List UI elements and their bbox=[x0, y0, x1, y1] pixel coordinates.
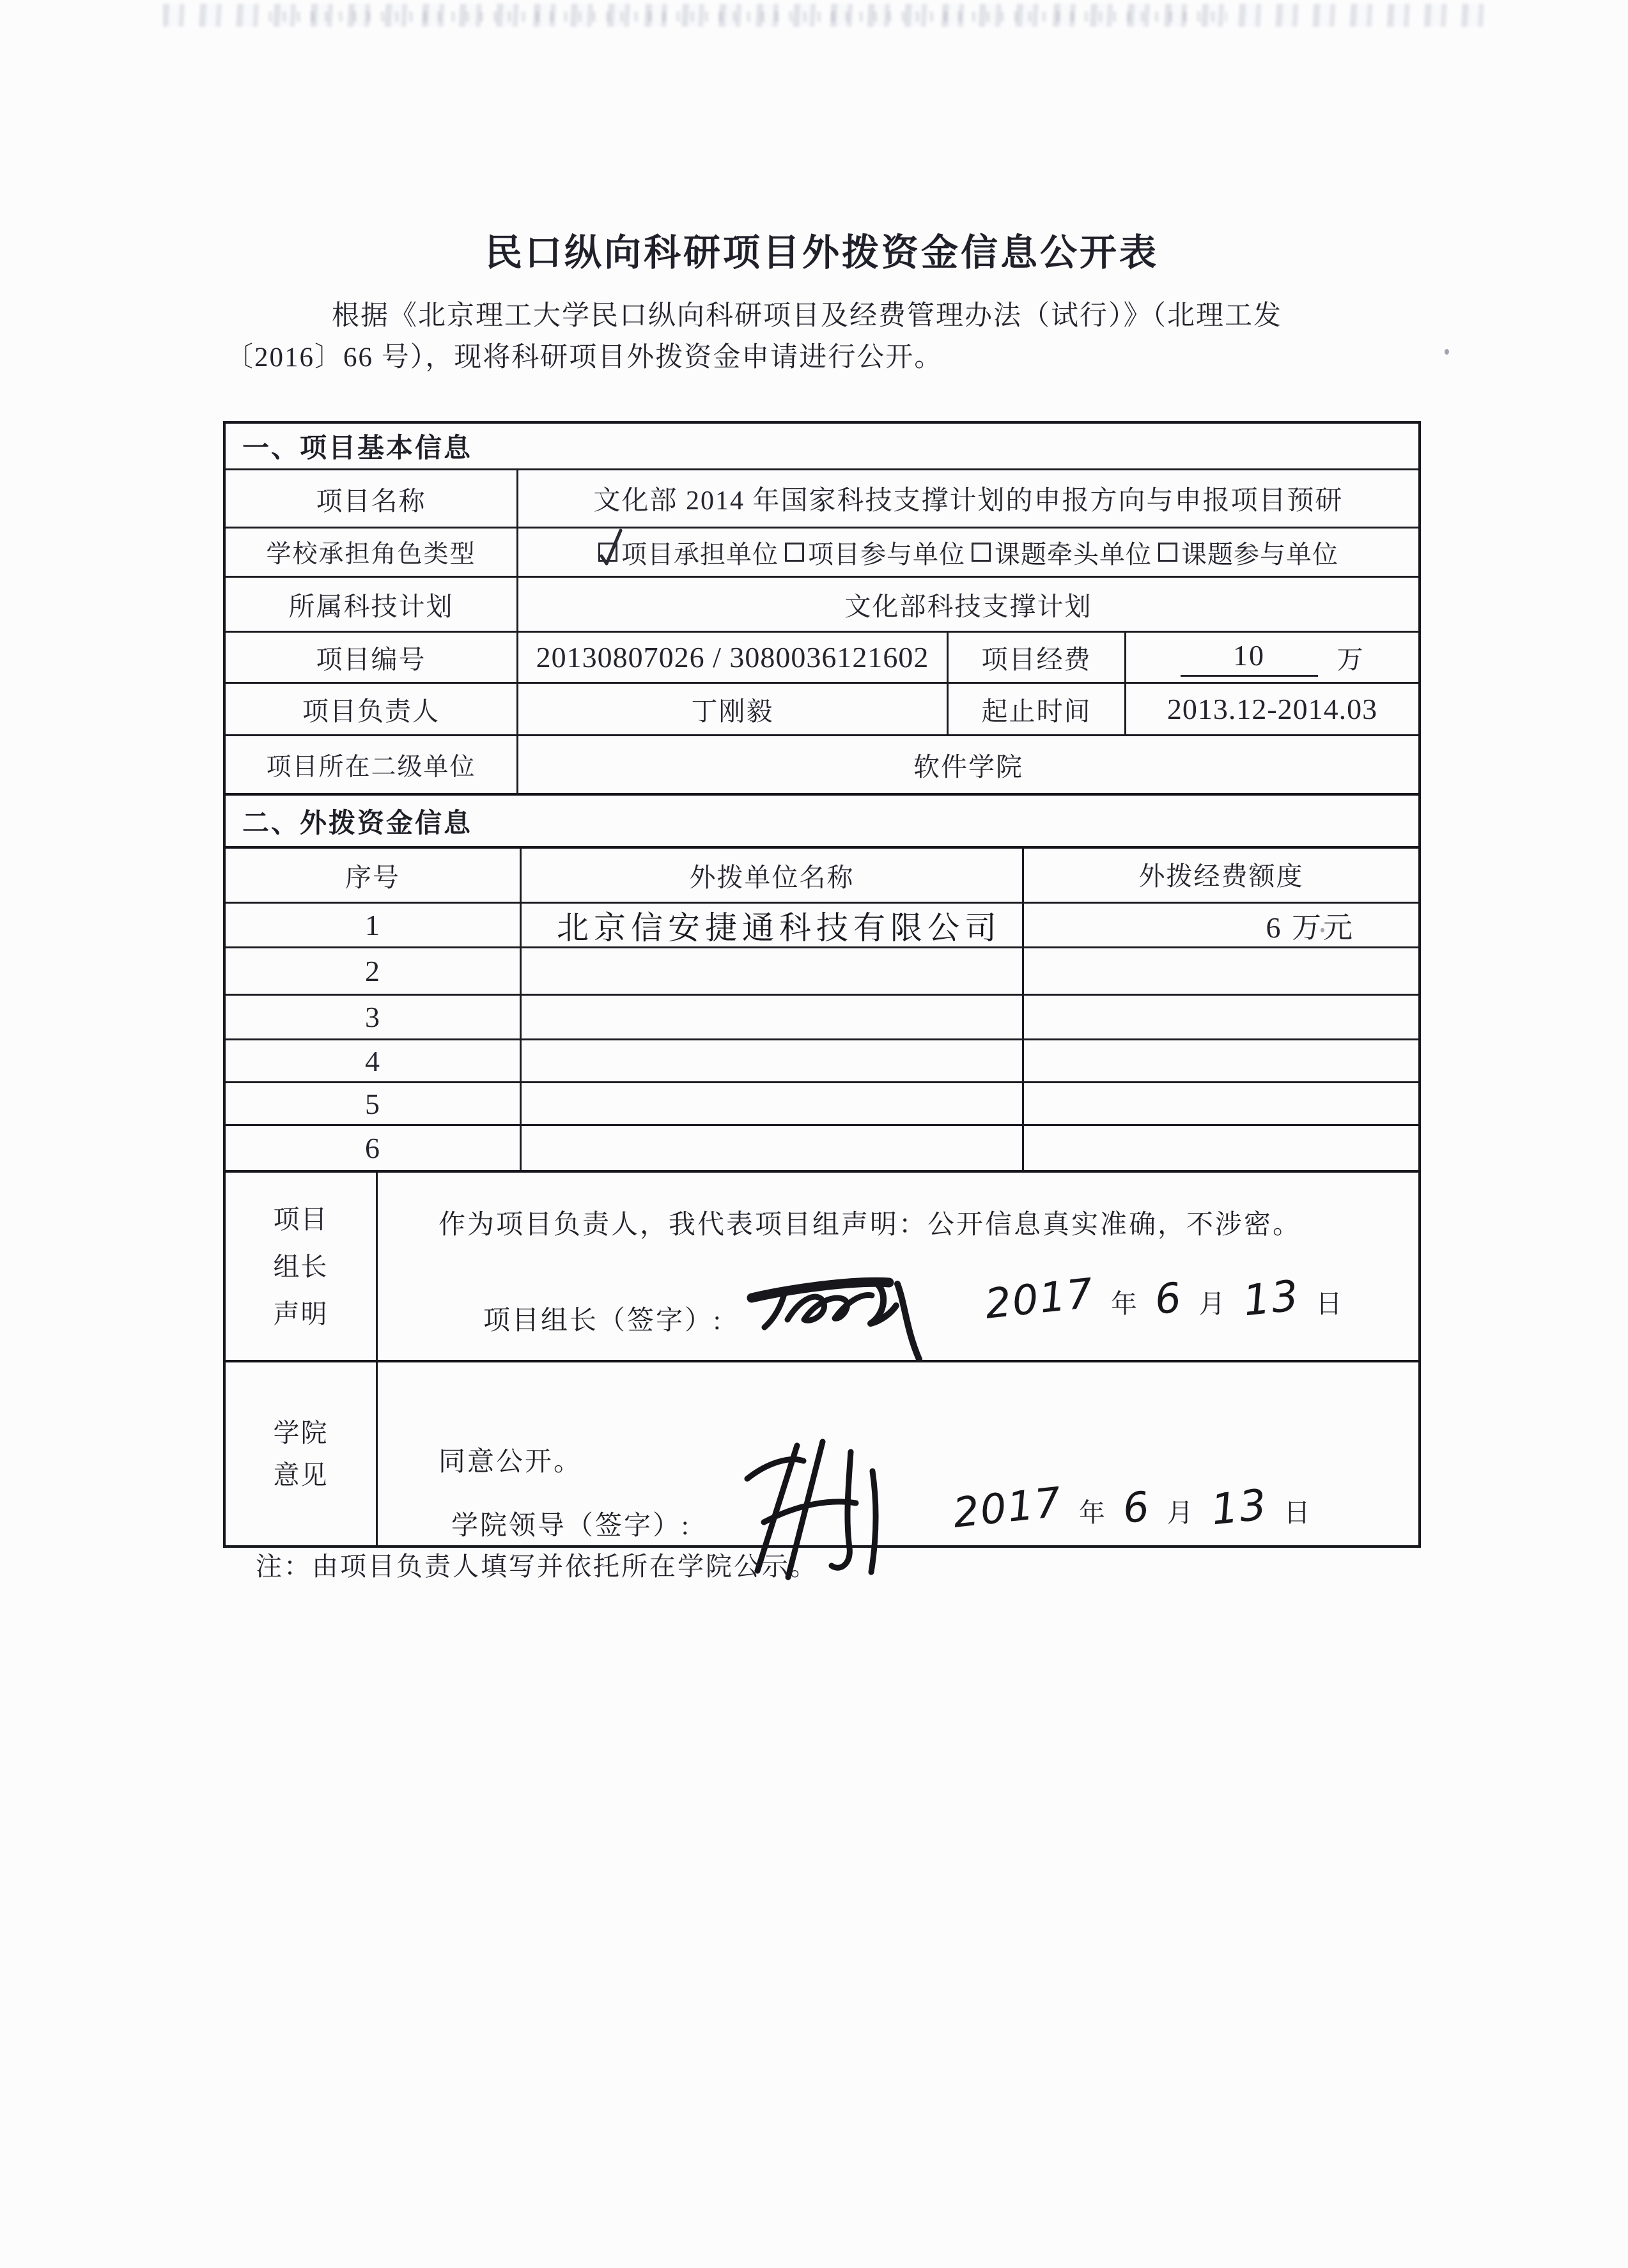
fund-row bbox=[226, 1124, 1418, 1170]
leader-date bbox=[982, 1270, 1360, 1329]
leader-label: 项目负责人 bbox=[302, 697, 440, 726]
leader-sign-label: 项目组长（签字）: bbox=[483, 1306, 723, 1336]
fund-row-no: 4 bbox=[365, 1044, 380, 1077]
role-option-label: 课题牵头单位 bbox=[995, 539, 1152, 569]
fund-row-amount: 6 万元 bbox=[1266, 911, 1354, 944]
section1-heading-row bbox=[226, 424, 1418, 468]
leader-row bbox=[226, 682, 1418, 734]
side-label-line: 意见 bbox=[273, 1460, 329, 1490]
college-opinion-row bbox=[226, 1360, 1418, 1545]
role-type-row bbox=[226, 527, 1418, 576]
fund-row bbox=[226, 946, 1418, 994]
college-opinion-content bbox=[376, 1362, 1418, 1545]
month-unit: 月 bbox=[1198, 1289, 1227, 1318]
disclosure-form-table bbox=[223, 421, 1421, 1548]
fund-row-amount bbox=[1022, 996, 1418, 1038]
project-no-value: 20130807026 / 3080036121602 bbox=[516, 633, 947, 682]
role-option-group bbox=[518, 534, 1418, 571]
fund-row-name bbox=[520, 948, 1022, 994]
fund-row-amount bbox=[1022, 1126, 1418, 1170]
project-name-value: 文化部 2014 年国家科技支撑计划的申报方向与申报项目预研 bbox=[516, 470, 1418, 527]
handwritten-check-icon bbox=[596, 528, 630, 569]
fund-row-amount bbox=[1022, 1083, 1418, 1124]
fund-row-name bbox=[520, 996, 1022, 1038]
role-type-label: 学校承担角色类型 bbox=[266, 541, 476, 568]
handwritten-month: 6 bbox=[1120, 1483, 1153, 1534]
section2-heading-row bbox=[226, 793, 1418, 846]
college-opinion-text: 同意公开。 bbox=[438, 1447, 583, 1477]
day-unit: 日 bbox=[1315, 1289, 1344, 1318]
col-header-amount: 外拨经费额度 bbox=[1022, 849, 1418, 902]
handwritten-year: 2017 bbox=[982, 1270, 1097, 1329]
project-no-row bbox=[226, 631, 1418, 682]
side-label-line: 项目 bbox=[273, 1204, 329, 1234]
second-unit-label: 项目所在二级单位 bbox=[266, 753, 476, 781]
page-title: 民口纵向科研项目外拨资金信息公开表 bbox=[485, 231, 1159, 274]
program-row bbox=[226, 576, 1418, 631]
col-header-name: 外拨单位名称 bbox=[520, 849, 1022, 902]
project-no-label: 项目编号 bbox=[316, 645, 426, 674]
checkbox-icon bbox=[1158, 543, 1177, 562]
budget-unit: 万 bbox=[1337, 645, 1365, 674]
side-label-line: 学院 bbox=[273, 1418, 329, 1447]
college-opinion-side-label bbox=[226, 1362, 376, 1545]
year-unit: 年 bbox=[1110, 1289, 1138, 1318]
section2-heading: 二、外拨资金信息 bbox=[242, 806, 473, 838]
checkbox-icon bbox=[785, 543, 804, 562]
fund-row-no: 6 bbox=[365, 1132, 380, 1164]
college-date bbox=[950, 1479, 1328, 1538]
role-option bbox=[598, 534, 779, 571]
handwritten-month: 6 bbox=[1152, 1274, 1185, 1325]
intro-paragraph-line1: 根据《北京理工大学民口纵向科研项目及经费管理办法（试行）》（北理工发 bbox=[332, 301, 1282, 331]
section1-heading: 一、项目基本信息 bbox=[242, 432, 473, 463]
fund-row-no: 1 bbox=[365, 909, 380, 941]
checkbox-icon bbox=[972, 543, 991, 562]
col-header-no: 序号 bbox=[345, 863, 400, 892]
footnote: 注：由项目负责人填写并依托所在学院公示。 bbox=[256, 1552, 818, 1581]
fund-row-name: 北京信安捷通科技有限公司 bbox=[520, 904, 1022, 946]
role-option-label: 课题参与单位 bbox=[1181, 539, 1338, 569]
role-option bbox=[779, 534, 965, 571]
role-option-label: 项目承担单位 bbox=[621, 539, 779, 569]
year-unit: 年 bbox=[1078, 1498, 1106, 1527]
side-label-line: 组长 bbox=[273, 1251, 329, 1281]
section2-header-row bbox=[226, 846, 1418, 902]
role-option-label: 项目参与单位 bbox=[808, 539, 965, 569]
fund-row-amount bbox=[1022, 1040, 1418, 1081]
leader-statement-content bbox=[376, 1173, 1418, 1360]
budget-label: 项目经费 bbox=[947, 633, 1124, 682]
side-label-line: 声明 bbox=[273, 1299, 329, 1329]
fund-row bbox=[226, 994, 1418, 1038]
fund-row-amount bbox=[1022, 948, 1418, 994]
budget-amount: 10 bbox=[1181, 638, 1318, 677]
program-value: 文化部科技支撑计划 bbox=[516, 578, 1418, 631]
role-type-options bbox=[516, 528, 1418, 576]
project-name-row bbox=[226, 468, 1418, 527]
fund-row-no: 3 bbox=[365, 1001, 380, 1033]
scan-noise-artifact bbox=[268, 12, 1227, 22]
fund-row-amount-cell bbox=[1022, 904, 1418, 946]
fund-row-name bbox=[520, 1126, 1022, 1170]
fund-row-name bbox=[520, 1040, 1022, 1081]
budget-value-cell bbox=[1124, 633, 1418, 682]
college-sign-label: 学院领导（签字）: bbox=[451, 1511, 691, 1541]
role-option bbox=[1152, 534, 1338, 571]
handwritten-year: 2017 bbox=[950, 1479, 1065, 1538]
duration-label: 起止时间 bbox=[947, 684, 1124, 734]
program-label: 所属科技计划 bbox=[288, 592, 454, 621]
fund-row-no: 2 bbox=[365, 955, 380, 987]
project-name-label: 项目名称 bbox=[316, 486, 426, 516]
fund-row bbox=[226, 1081, 1418, 1124]
leader-statement-text: 作为项目负责人，我代表项目组声明：公开信息真实准确，不涉密。 bbox=[438, 1210, 1302, 1240]
checkbox-checked-icon bbox=[598, 543, 617, 562]
leader-statement-row bbox=[226, 1170, 1418, 1360]
leader-statement-side-label bbox=[226, 1173, 376, 1360]
day-unit: 日 bbox=[1283, 1498, 1312, 1527]
fund-row-no: 5 bbox=[365, 1087, 380, 1120]
intro-paragraph-line2: 〔2016〕66 号），现将科研项目外拨资金申请进行公开。 bbox=[226, 343, 943, 373]
second-unit-value: 软件学院 bbox=[516, 736, 1418, 793]
duration-value: 2013.12-2014.03 bbox=[1124, 684, 1418, 734]
leader-signature bbox=[745, 1256, 931, 1364]
fund-row bbox=[226, 1038, 1418, 1081]
handwritten-day: 13 bbox=[1208, 1479, 1270, 1535]
month-unit: 月 bbox=[1167, 1498, 1195, 1527]
fund-row-name bbox=[520, 1083, 1022, 1124]
handwritten-day: 13 bbox=[1240, 1270, 1302, 1326]
leader-value: 丁刚毅 bbox=[516, 684, 947, 734]
fund-row bbox=[226, 902, 1418, 946]
second-unit-row bbox=[226, 734, 1418, 793]
role-option bbox=[965, 534, 1152, 571]
scan-speck bbox=[1445, 349, 1449, 355]
